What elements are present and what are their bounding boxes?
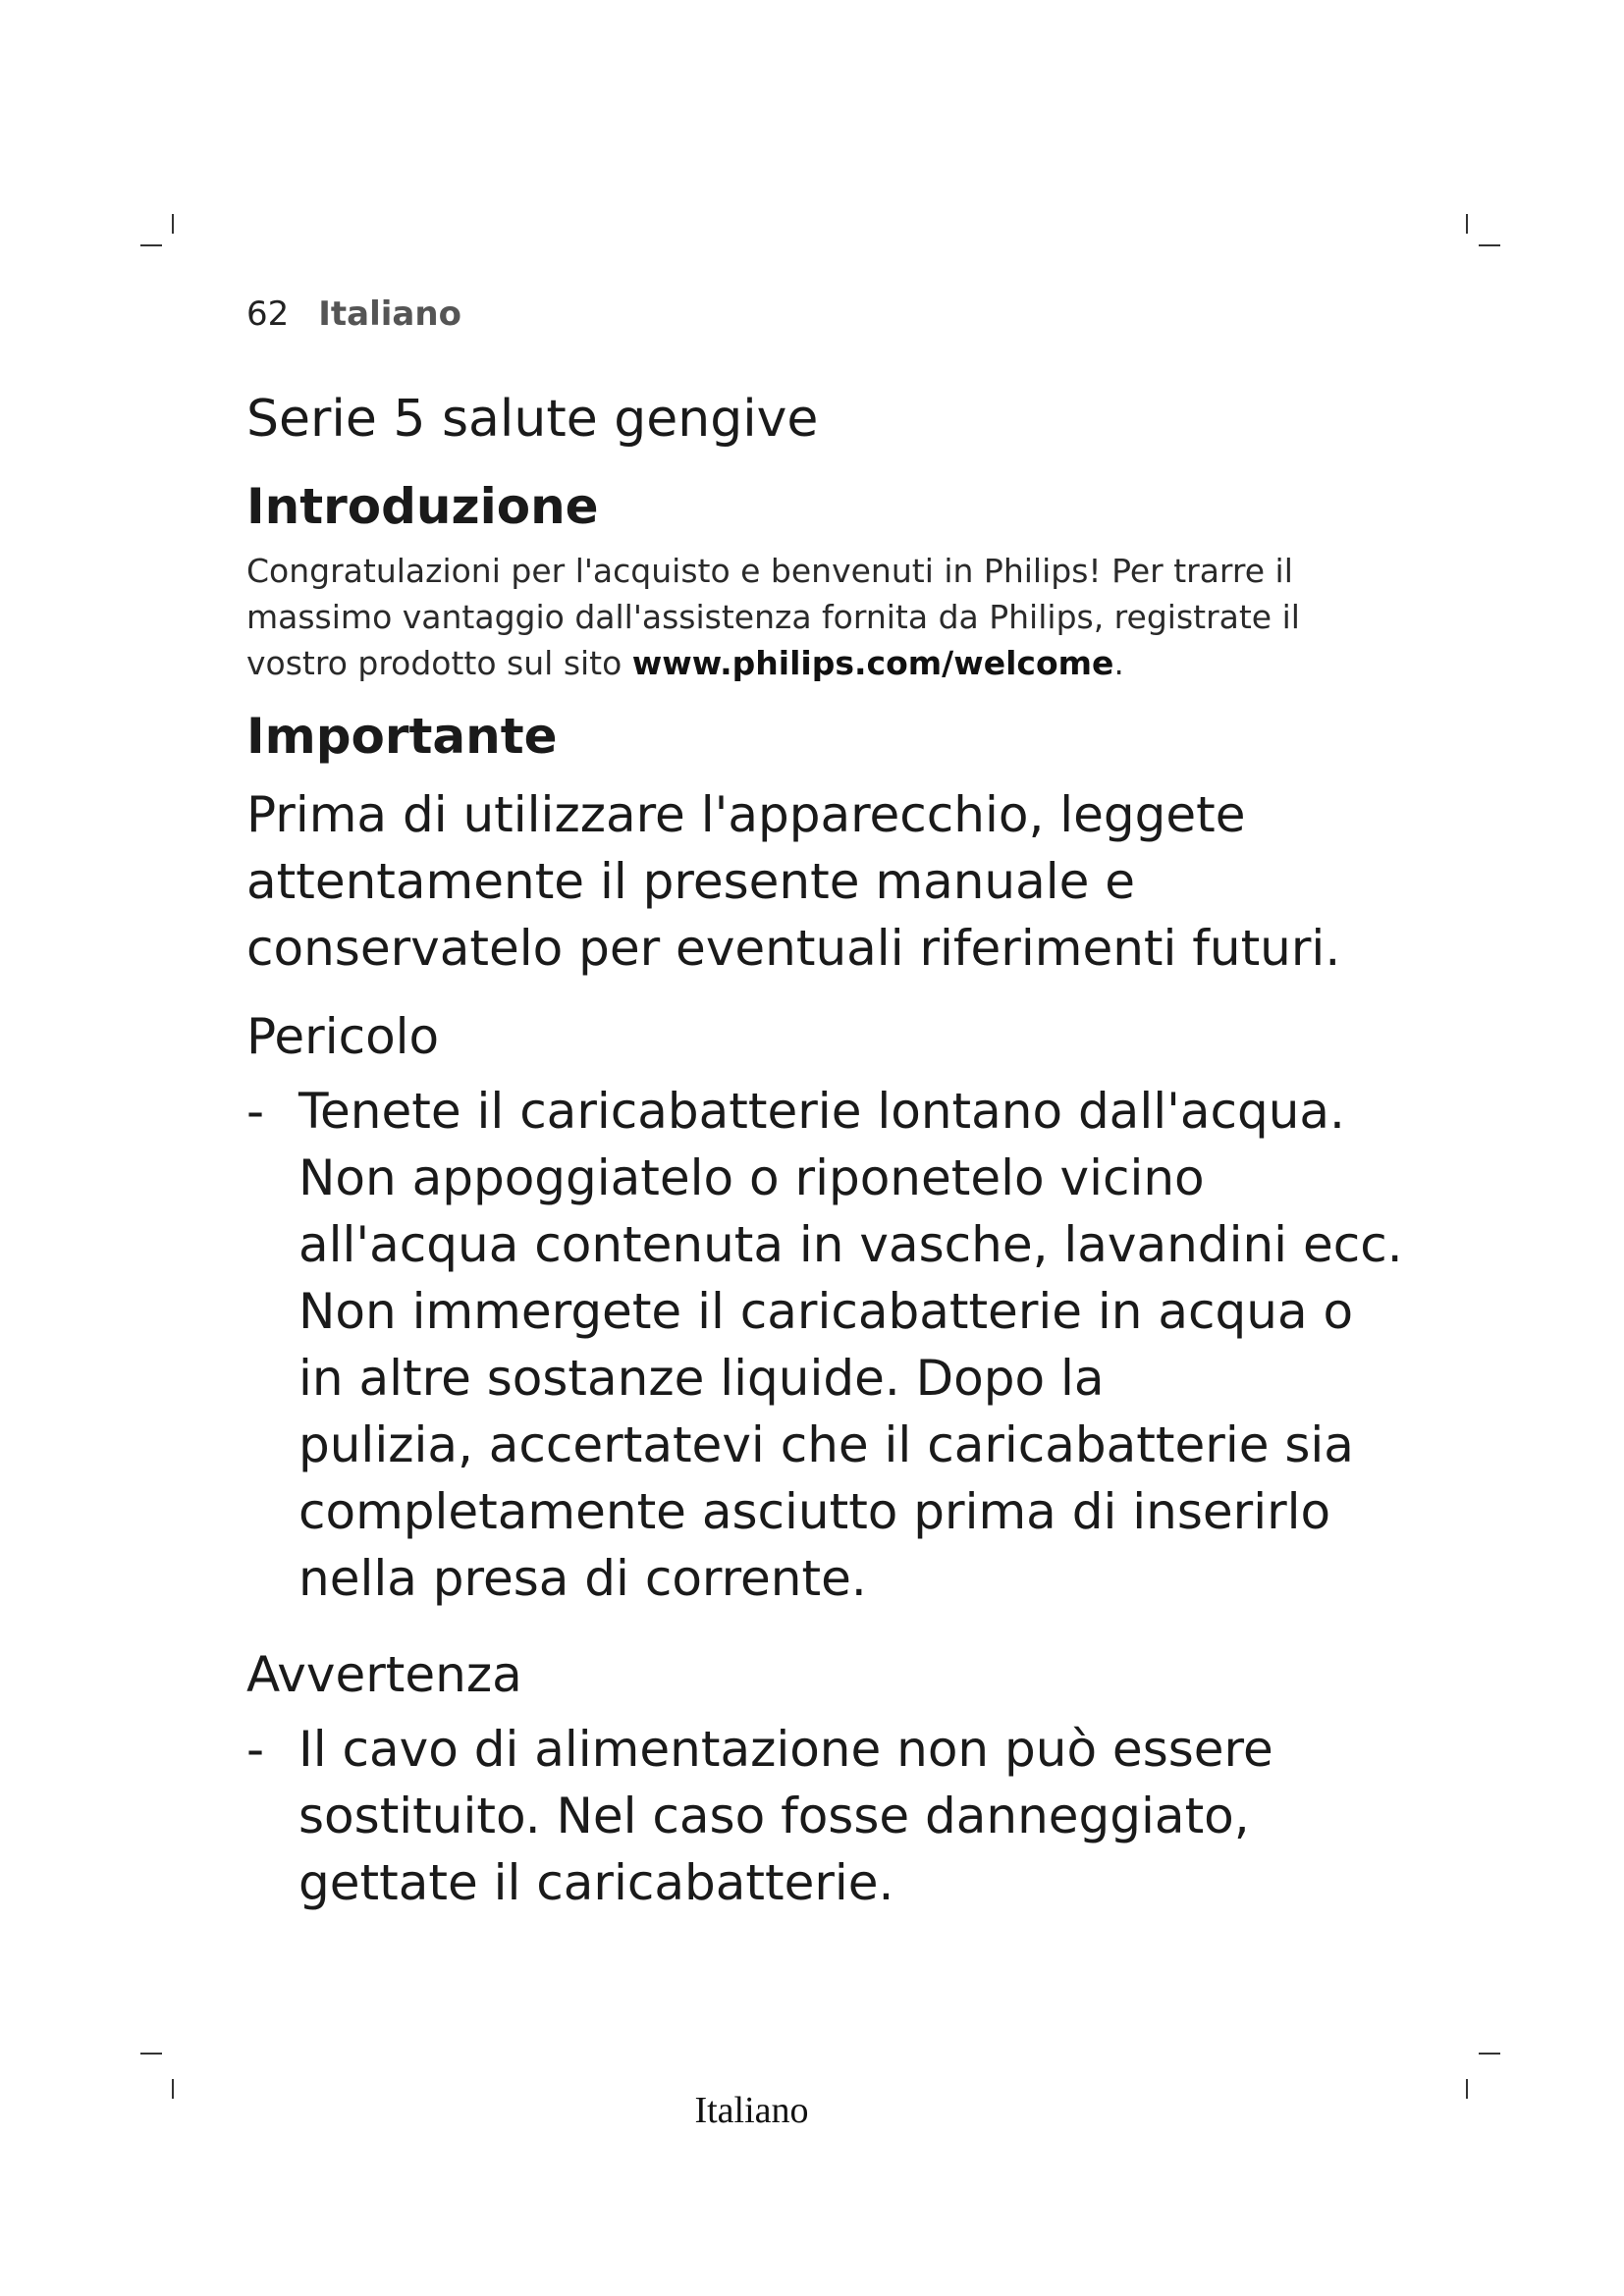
philips-welcome-link[interactable]: www.philips.com/welcome: [631, 644, 1114, 682]
document-title: Serie 5 salute gengive: [246, 390, 819, 449]
page-footer: Italiano: [694, 2090, 809, 2131]
warning-bullet-text: [298, 1716, 1273, 1916]
introduction-line-prefix: vostro prodotto sul sito: [246, 644, 632, 682]
crop-mark-top-left-horizontal: [140, 244, 162, 246]
warning-line: gettate il caricabatterie.: [298, 1854, 894, 1911]
danger-heading: Pericolo: [246, 1008, 440, 1065]
introduction-line-suffix: .: [1113, 644, 1124, 682]
page-header: [246, 293, 461, 336]
introduction-line-last: [246, 640, 1326, 686]
introduction-heading: Introduzione: [246, 478, 599, 535]
important-line: attentamente il presente manuale e: [246, 853, 1136, 910]
page-number: 62: [246, 294, 290, 334]
danger-bullet-text: [298, 1078, 1403, 1612]
bullet-dash: -: [246, 1083, 265, 1140]
crop-mark-bottom-right-horizontal: [1479, 2053, 1500, 2055]
warning-line: Il cavo di alimentazione non può essere: [298, 1721, 1273, 1778]
crop-mark-bottom-left-horizontal: [140, 2053, 162, 2055]
important-line: Prima di utilizzare l'apparecchio, leggete: [246, 786, 1246, 843]
bullet-dash: -: [246, 1721, 265, 1778]
danger-line: all'acqua contenuta in vasche, lavandini ecc.: [298, 1216, 1403, 1273]
header-language: Italiano: [318, 294, 461, 334]
danger-line: completamente asciutto prima di inserirlo: [298, 1483, 1331, 1540]
introduction-line: Congratulazioni per l'acquisto e benvenuti in Philips! Per trarre il: [246, 552, 1293, 590]
important-heading: Importante: [246, 708, 558, 765]
danger-line: in altre sostanze liquide. Dopo la: [298, 1350, 1105, 1407]
danger-line: Non appoggiatelo o riponetelo vicino: [298, 1149, 1205, 1206]
danger-line: Non immergete il caricabatterie in acqua o: [298, 1283, 1354, 1340]
danger-line: Tenete il caricabatterie lontano dall'acqua.: [298, 1083, 1345, 1140]
danger-line: pulizia, accertatevi che il caricabatterie sia: [298, 1416, 1354, 1473]
warning-heading: Avvertenza: [246, 1646, 522, 1703]
important-text: [246, 781, 1340, 982]
crop-mark-top-right-vertical: [1466, 214, 1468, 234]
crop-mark-top-left-vertical: [172, 214, 174, 234]
danger-line: nella presa di corrente.: [298, 1550, 867, 1607]
introduction-line: massimo vantaggio dall'assistenza fornita da Philips, registrate il: [246, 598, 1300, 636]
crop-mark-top-right-horizontal: [1479, 244, 1500, 246]
introduction-text: [246, 548, 1326, 686]
warning-line: sostituito. Nel caso fosse danneggiato,: [298, 1788, 1250, 1844]
important-line: conservatelo per eventuali riferimenti futuri.: [246, 920, 1341, 977]
